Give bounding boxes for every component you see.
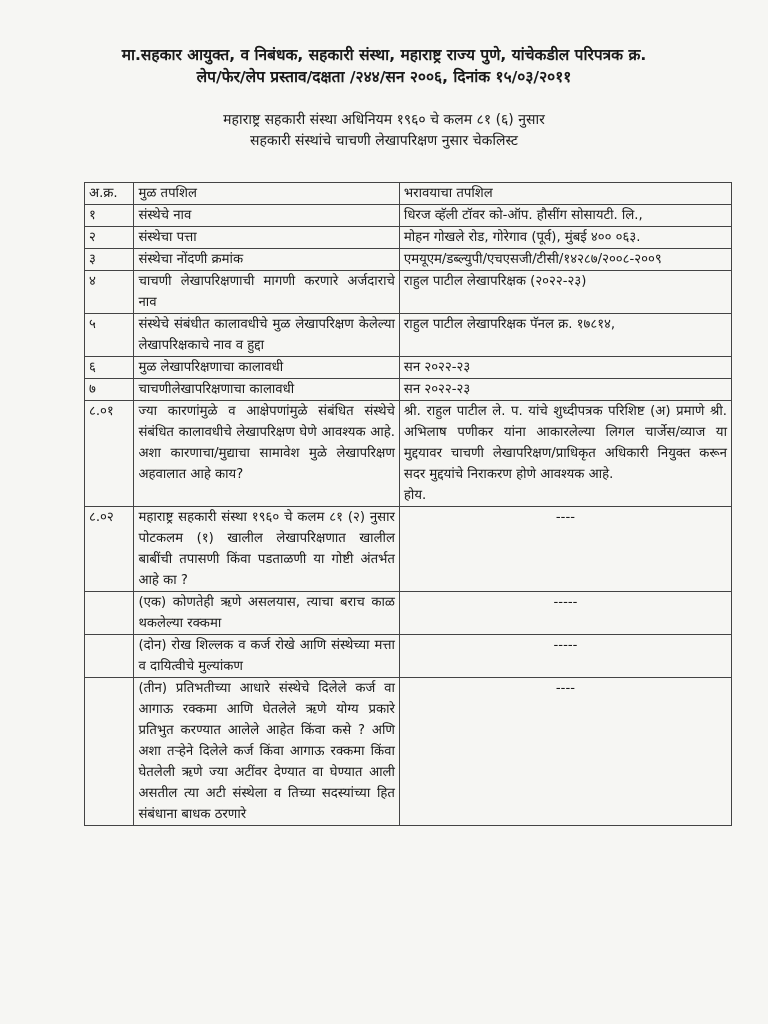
row-value-answer: होय. xyxy=(403,488,427,503)
row-serial xyxy=(85,678,134,826)
checklist-table xyxy=(84,182,732,826)
row-serial: २ xyxy=(85,227,134,249)
row-item: संस्थेचे नाव xyxy=(134,205,399,227)
row-item: संस्थेचे संबंधीत कालावधीचे मुळ लेखापरिक्षण केलेल्या लेखापरिक्षकाचे नाव व हुद्दा xyxy=(134,314,399,357)
table-row xyxy=(85,635,732,678)
table-header-row xyxy=(85,183,732,205)
row-value: सन २०२२-२३ xyxy=(399,379,731,401)
row-value: सन २०२२-२३ xyxy=(399,357,731,379)
row-value: एमयूएम/डब्ल्युपी/एचएसजी/टीसी/१४२८७/२००८-२००९ xyxy=(399,249,731,271)
header-serial: अ.क्र. xyxy=(85,183,134,205)
table-row xyxy=(85,227,732,249)
row-value: ---- xyxy=(399,507,731,592)
table-row xyxy=(85,271,732,314)
row-value: धिरज व्हॅली टॉवर को-ऑप. हौसींग सोसायटी. लि., xyxy=(399,205,731,227)
row-item: संस्थेचा पत्ता xyxy=(134,227,399,249)
row-item: (एक) कोणतेही ऋणे असलयास, त्याचा बराच काळ थकलेल्या रक्कमा xyxy=(134,592,399,635)
row-item: (दोन) रोख शिल्लक व कर्ज रोखे आणि संस्थेच्या मत्ता व दायित्वीचे मुल्यांकण xyxy=(134,635,399,678)
row-serial xyxy=(85,635,134,678)
row-value: ----- xyxy=(399,592,731,635)
row-value: राहुल पाटील लेखापरिक्षक (२०२२-२३) xyxy=(399,271,731,314)
circular-header xyxy=(0,44,768,88)
subtitle-line-1: महाराष्ट्र सहकारी संस्था अधिनियम १९६० चे कलम ८१ (६) नुसार xyxy=(223,112,545,128)
row-item: चाचणीलेखापरिक्षणाचा कालावधी xyxy=(134,379,399,401)
row-value: मोहन गोखले रोड, गोरेगाव (पूर्व), मुंबई ४०० ०६३. xyxy=(399,227,731,249)
header-line-1: मा.सहकार आयुक्त, व निबंधक, सहकारी संस्था, महाराष्ट्र राज्य पुणे, यांचेकडील परिपत्रक क्र. xyxy=(121,46,647,64)
header-value: भरावयाचा तपशिल xyxy=(399,183,731,205)
row-serial: ८.०१ xyxy=(85,401,134,507)
row-serial: ५ xyxy=(85,314,134,357)
header-item: मुळ तपशिल xyxy=(134,183,399,205)
table-row xyxy=(85,314,732,357)
row-item: महाराष्ट्र सहकारी संस्था १९६० चे कलम ८१ (२) नुसार पोटकलम (१) खालील लेखापरिक्षणात खालील बाबींची तपासणी किंवा पडताळणी या गोष्टी अंतर्भत आहे का ? xyxy=(134,507,399,592)
row-value: ---- xyxy=(399,678,731,826)
row-serial: ८.०२ xyxy=(85,507,134,592)
row-serial: ३ xyxy=(85,249,134,271)
row-value: राहुल पाटील लेखापरिक्षक पॅनल क्र. १७८१४, xyxy=(399,314,731,357)
document-subtitle xyxy=(0,110,768,152)
row-item: चाचणी लेखापरिक्षणाची मागणी करणारे अर्जदाराचे नाव xyxy=(134,271,399,314)
row-value-cell xyxy=(399,401,731,507)
table-row xyxy=(85,507,732,592)
table-row xyxy=(85,249,732,271)
header-line-2: लेप/फेर/लेप प्रस्ताव/दक्षता /२४४/सन २००६, दिनांक १५/०३/२०११ xyxy=(196,68,572,86)
table-row xyxy=(85,592,732,635)
row-value: ----- xyxy=(399,635,731,678)
row-value: श्री. राहुल पाटील ले. प. यांचे शुध्दीपत्रक परिशिष्ट (अ) प्रमाणे श्री. अभिलाष पणीकर यांना आकारलेल्या लिगल चार्जेस/व्याज या मुद्दयावर चाचणी लेखापरिक्षण/प्राधिकृत अधिकारी नियुक्त करून सदर मुद्दयांचे निराकरण होणे आवश्यक आहे. xyxy=(403,404,727,482)
table-row xyxy=(85,678,732,826)
row-item: संस्थेचा नोंदणी क्रमांक xyxy=(134,249,399,271)
row-item: ज्या कारणांमुळे व आक्षेपणांमुळे संबंधित संस्थेचे संबंधित कालावधीचे लेखापरिक्षण घेणे आवश्यक आहे. अशा कारणाचा/मुद्याचा सामावेश मुळे लेखापरिक्षण अहवालात आहे काय? xyxy=(134,401,399,507)
table-row xyxy=(85,379,732,401)
table-row xyxy=(85,401,732,507)
subtitle-line-2: सहकारी संस्थांचे चाचणी लेखापरिक्षण नुसार चेकलिस्ट xyxy=(249,133,518,149)
table-row xyxy=(85,357,732,379)
row-serial xyxy=(85,592,134,635)
table-row xyxy=(85,205,732,227)
row-serial: ७ xyxy=(85,379,134,401)
row-item: मुळ लेखापरिक्षणाचा कालावधी xyxy=(134,357,399,379)
row-serial: ६ xyxy=(85,357,134,379)
row-serial: १ xyxy=(85,205,134,227)
row-item: (तीन) प्रतिभतीच्या आधारे संस्थेचे दिलेले कर्ज वा आगाऊ रक्कमा आणि घेतलेले ऋणे योग्य प्रकारे प्रतिभुत करण्यात आलेले आहेत किंवा कसे ? अणि अशा तऱ्हेने दिलेले कर्ज किंवा आगाऊ रक्कमा किंवा घेतलेली ऋणे ज्या अटींवर देण्यात वा घेण्यात आली असतील त्या अटी संस्थेला व तिच्या सदस्यांच्या हित संबंधाना बाधक ठरणारे xyxy=(134,678,399,826)
row-serial: ४ xyxy=(85,271,134,314)
